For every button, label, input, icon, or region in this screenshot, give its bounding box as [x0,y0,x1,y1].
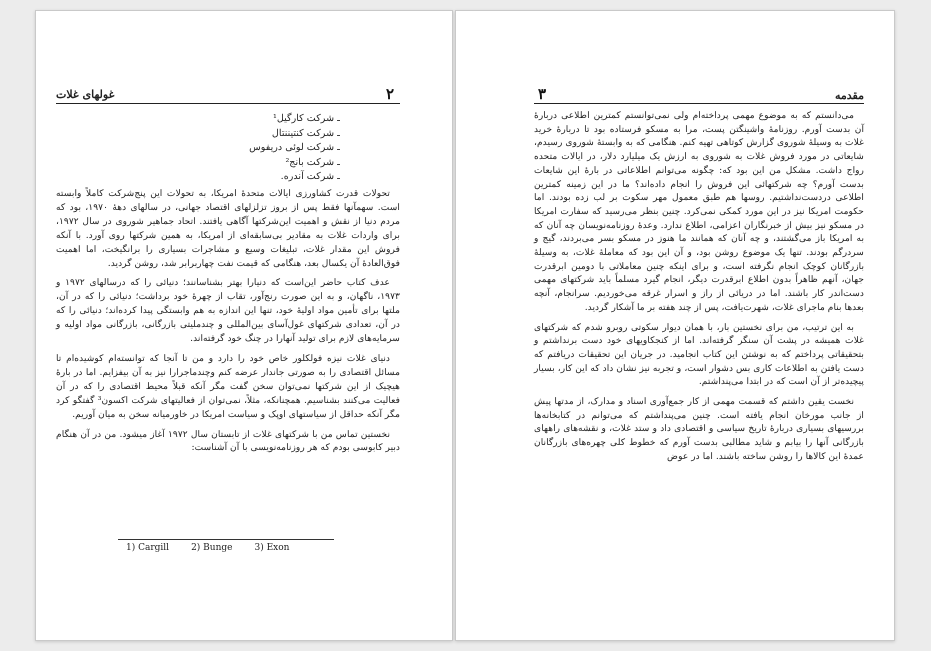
list-item: ـ شرکت آندره. [56,170,400,185]
list-item: ـ شرکت بانج² [56,156,400,171]
running-head: مقدمه [834,89,864,102]
header-rule [56,103,400,104]
header-rule [534,103,864,104]
footnote: 2) Bunge [191,543,233,553]
paragraph: تحولات قدرت کشاورزی ایالات متحدهٔ امریکا، به تحولات این پنج‌شرکت کاملاً وابسته است. سهمآنها فقط پس از بروز تزلزلهای اقتصاد جهانی، در سالهای دههٔ ١٩٧٠، بود که مردم دنیا از نقش و اهمیت این‌شرکتها آگاهی یافتند. اتحاد جماهیر شوروی در سال ١٩٧٢، برای واردات غلات به مقادیر بی‌سابقه‌ای از امریکا، به همین شرکتها روی آورد. با آنکه فروش این مقدار غلات، تبلیغات وسیع و مشاجرات بسیاری را برانگیخت، اما اهمیت فوق‌العادهٔ آن یکسال بعد، هنگامی که قیمت نفت چهاربرابر شد، روشن گردید. [56,188,400,269]
list-item: ـ شرکت کارگیل¹ [56,112,400,127]
footnote: 1) Cargill [126,543,170,553]
right-page [455,10,895,641]
page-number: ٢ [386,85,395,103]
paragraph: می‌دانستم که به موضوع مهمی پرداخته‌ام ولی نمی‌توانستم کمترین اطلاعی دربارهٔ آن بدست آورم. روزنامهٔ واشینگتن پست، مرا به مسکو فرستاده بود تا دربارهٔ خرید غلات به وسیلهٔ شوروی گزارش کوتاهی تهیه کنم. هنگامی که به وابستهٔ شوروی رسیدم، شایعاتی در مورد فروش غلات به شوروی به ارزش یک میلیارد دلار، در ایالات متحده رواج داشت. مشکل من این بود که: چگونه می‌توانم اطلاعاتی در بارهٔ این شایعات بدست آورم؟ چه شرکتهائی این فروش را انجام داده‌اند؟ ما در این زمینه کمترین اطلاعی دردست‌نداشتیم. روسها هم طبق معمول مهر سکوت بر لب زده بودند. اما حکومت امریکا نیز در این مورد کمکی نمی‌کرد. چنین بنظر می‌رسید که سفارت امریکا در مسکو نیز بیش از خبرنگاران اعزامی، اطلاع ندارد. وعدهٔ روزنامه‌نویسان چه آنان که به امریکا باز می‌گشتند، و چه آنان که همانند ما هنوز در مسکو بسر می‌بردند، گیج و سردرگم بودند. تنها یک موضوع روشن بود، و آن این بود که معاملهٔ غلات، به وسیلهٔ بازرگانان کوچک انجام نگرفته است، و برای اینکه چنین معاملاتی با دومین ابرقدرت جهان، آنهم ظاهراً بدون اطلاع ابرقدرت دیگر، انجام گیرد مسلماً باید شرکتهای مهمی دست‌اندر کار باشند. اما در دریائی از راز و اسرار غرقه می‌خوردیم. سرانجام، آنچه بعدها بنام ماجرای غلات، شهرت‌یافت، پس از چند هفته بر ما آشکار گردید. [534,110,864,313]
list-item: ـ شرکت لوئی دریفوس [56,141,400,156]
running-head: غولهای غلات [56,88,115,101]
body-text [534,109,864,464]
paragraph: نخستین تماس من با شرکتهای غلات از تابستان سال ١٩٧٢ آغاز میشود. من در آن هنگام دبیر کابوسی بودم که هر روزنامه‌نویسی با آن آشناست: [56,428,400,454]
paragraph: عدف کتاب حاضر این‌است که دنیارا بهتر بشناسانند؛ دنیائی را که درسالهای ١٩٧٢ و ١٩٧٣، ناگهان، و به این صورت رنج‌آور، تقاب از چهرهٔ خود برداشت؛ دنیائی را که در آن، ملتها برای تأمین مواد اولیهٔ خود، تنها این اندازه به هم وابستگی پیدا کرده‌اند؛ دنیائی را که در آن، تعدادی شرکتهای غول‌آسای بین‌المللی و چندملیتی بازرگانی، بازرگانی مواد اولیه و سرمایه‌های لازم برای تولید آنهارا در چنگ خود گرفته‌اند. [56,277,400,345]
list-item: ـ شرکت کنتیننتال [56,127,400,142]
left-page [35,10,453,641]
body-text [56,187,400,455]
paragraph: نخست یقین داشتم که قسمت مهمی از کار جمع‌آوری اسناد و مدارک، از مدتها پیش از جانب مورخان انجام یافته است. چنین می‌پنداشتم که می‌توانم در کتابخانه‌ها بررسیهای بسیاری دربارهٔ تاریخ سیاسی و اقتصادی داد و ستد غلات، و نقشه‌های راههای بازرگانی آنها را بیابم و شاید مطالبی بدست آورم که خطوط کلی چهره‌های بازرگانان عمدهٔ این کالاها را روشن ساخته باشند. اما در عوض [534,396,864,462]
company-list [56,112,400,185]
footnotes [126,543,289,553]
page-number: ٣ [538,85,547,103]
paragraph: به این ترتیب، من برای نخستین بار، با همان دیوار سکوتی روبرو شدم که شرکتهای غلات همیشه در پشت آن سنگر گرفته‌اند. اما از کنجکاویهای خود دست برنداشتم و بتحقیقاتی پرداختم که به نوشتن این کتاب انجامید. در جریان این تحقیقات دریافتم که دست یافتن به اطلاعات کاری بس دشوار است، و تجربه نیز نشان داد که این کار، بسیار پیچیده‌تر از آن است که در ابتدا می‌پنداشتم. [534,321,864,388]
paragraph: دنیای غلات نیزه فولکلور خاص خود را دارد و من تا آنجا که توانسته‌ام کوشیده‌ام تا مسائل اقتصادی را به صورتی جاندار عرضه کنم وچندماجرارا نیز به آن بیفزایم. اما در بارهٔ هیچیک از این شرکتها نمی‌توان سخن گفت مگر آنکه قبلاً محیط اقتصادی را که در آن فعالیت می‌کنند بشناسیم. همچنانکه، مثلاً، نمی‌توان از فعالیتهای شرکت اکسون³ گفتگو کرد مگر آنکه حداقل از سیاستهای اوپک و سیاست امریکا در خاورمیانه سخن به میان آوریم. [56,352,400,420]
footnote-rule [118,539,334,540]
footnote: 3) Exon [254,543,290,553]
